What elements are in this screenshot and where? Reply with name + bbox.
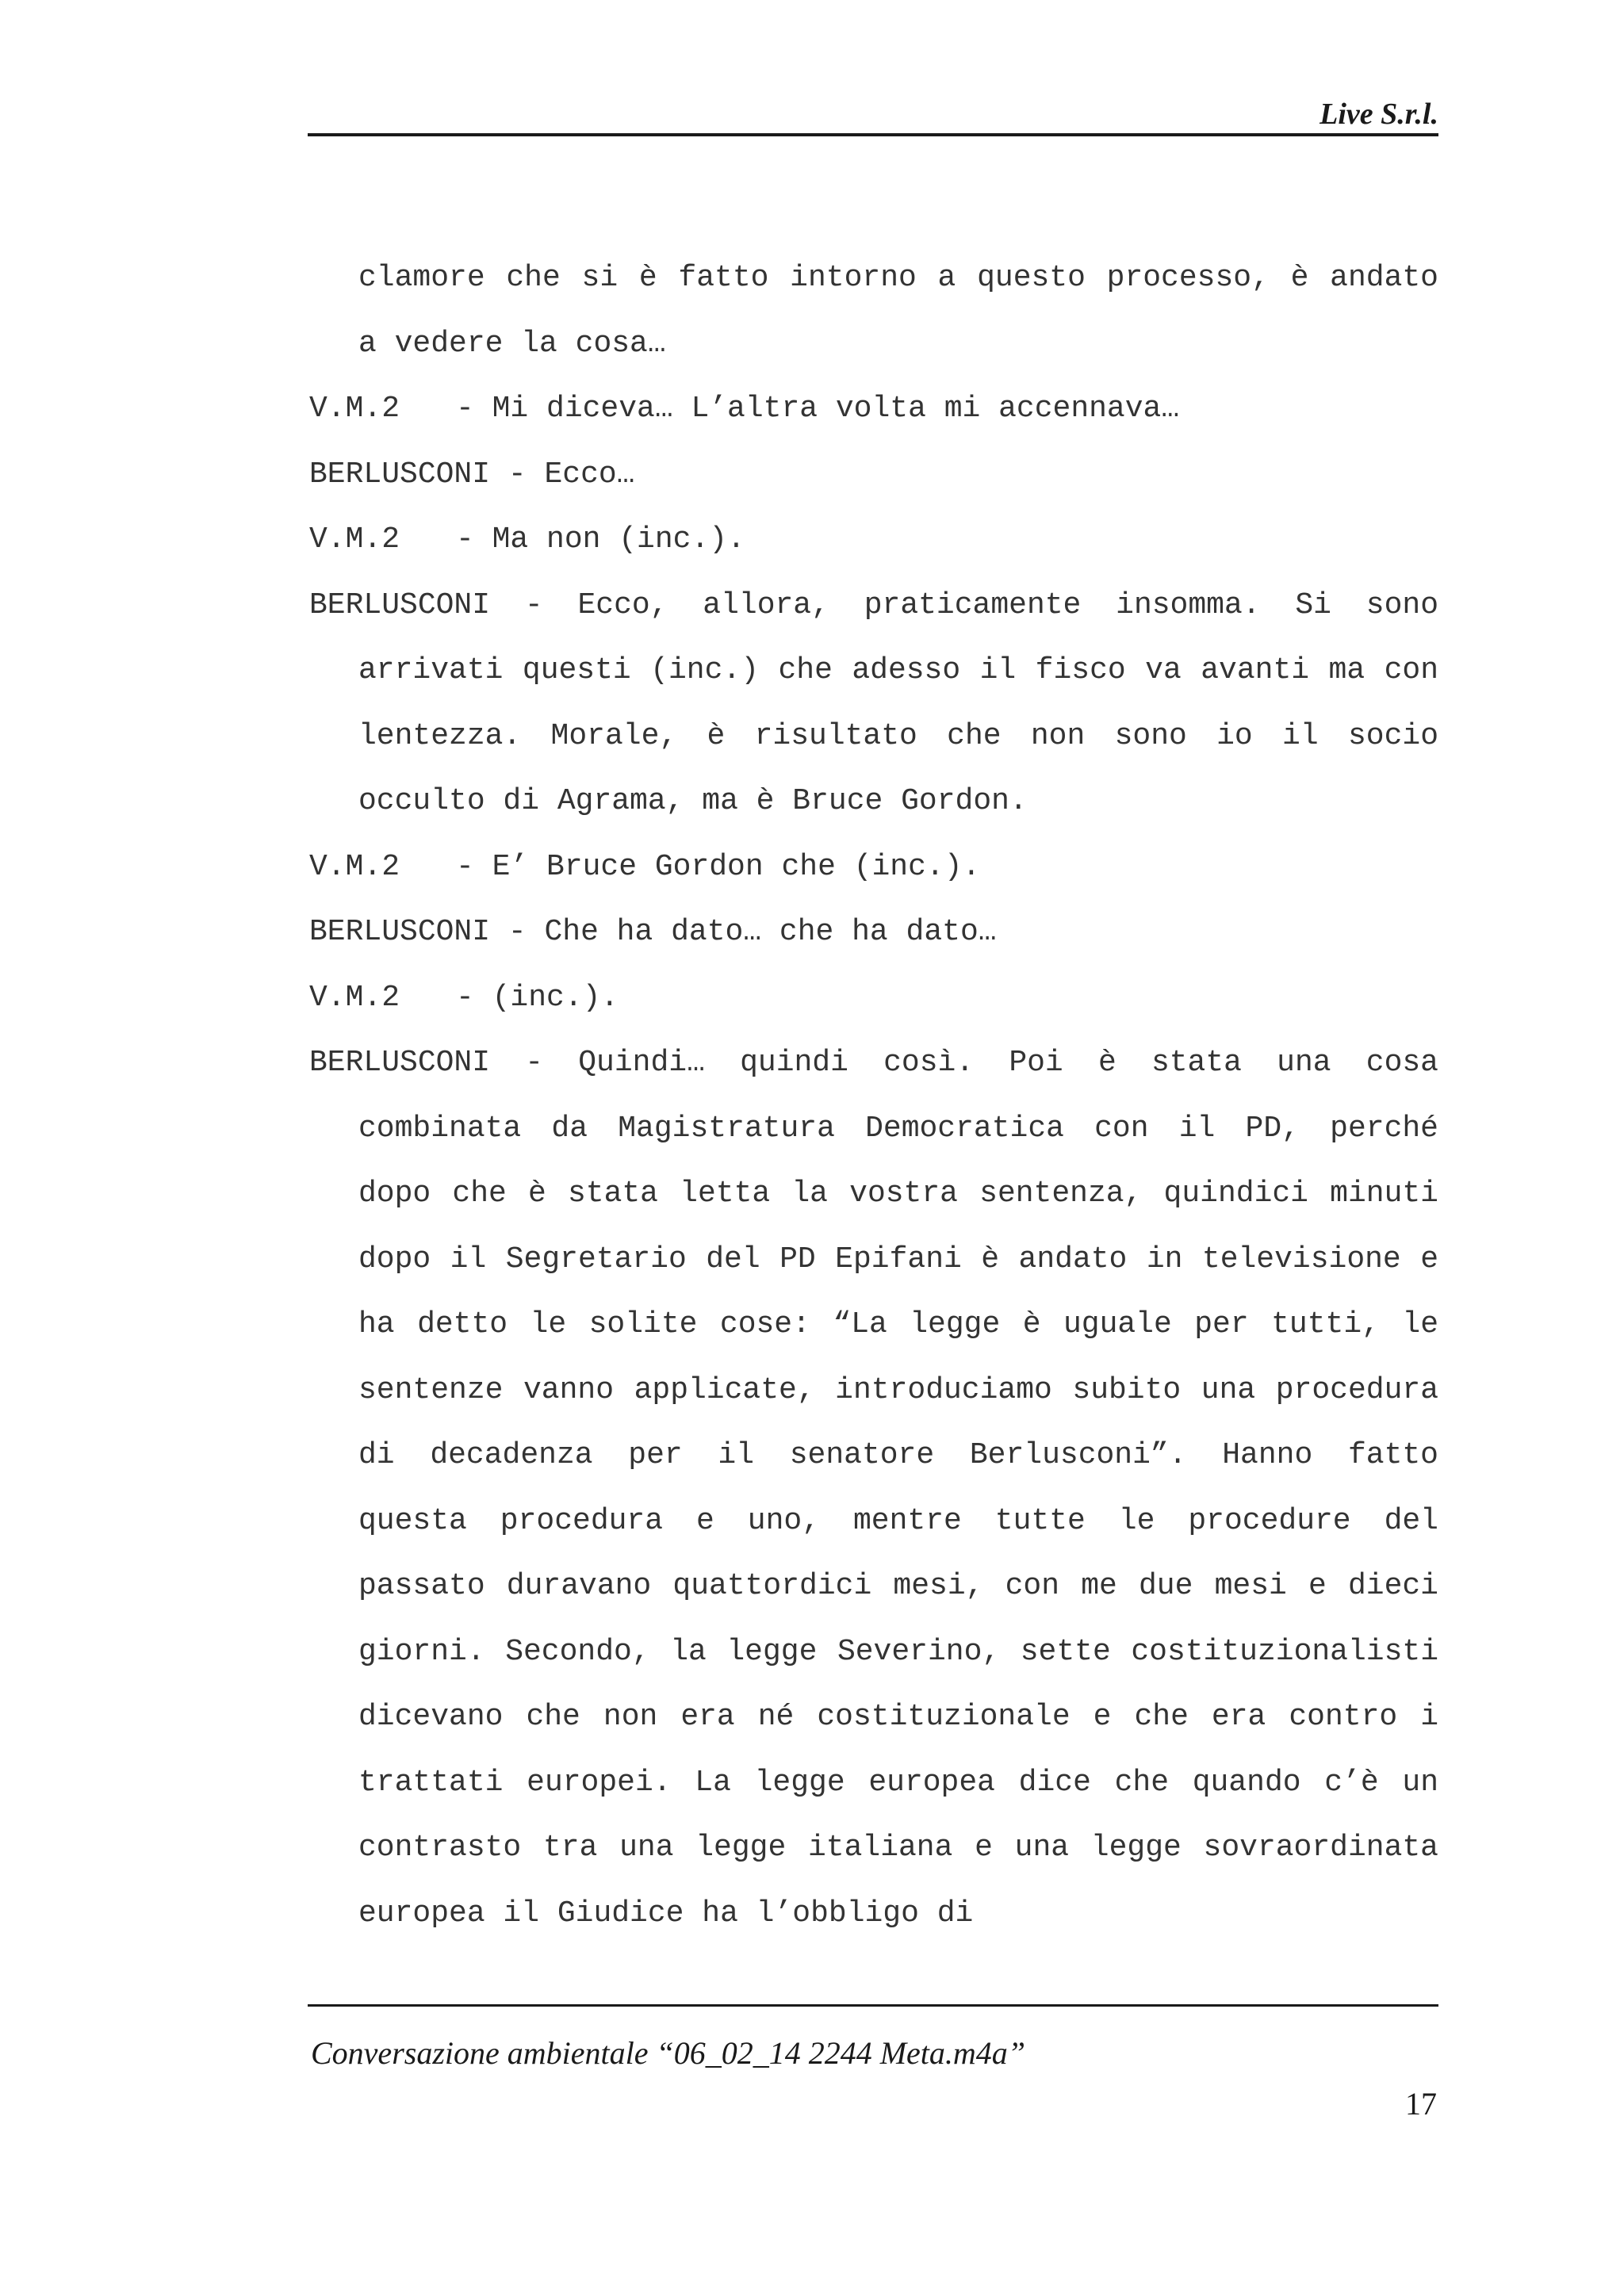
transcript-entry: [309, 1031, 1438, 1946]
entry-text: - Quindi… quindi così. Poi è stata una cosa combinata da Magistratura Democratica con il PD, perché dopo che è stata letta la vostra sentenza, quindici minuti dopo il Segretario del PD Epifani è andato in televisione e ha detto le solite cose: “La legge è uguale per tutti, le sentenze vanno applicate, introduciamo subito una procedura di decadenza per il senatore Berlusconi”. Hanno fatto questa procedura e uno, mentre tutte le procedure del passato duravano quattordici mesi, con me due mesi e dieci giorni. Secondo, la legge Severino, sette costituzionalisti dicevano che non era né costituzionale e che era contro i trattati europei. La legge europea dice che quando c’è un contrasto tra una legge italiana e una legge sovraordinata europea il Giudice ha l’obbligo di: [358, 1046, 1438, 1931]
speaker-label: BERLUSCONI: [309, 587, 491, 622]
entry-text: - Ecco, allora, praticamente insomma. Si sono arrivati questi (inc.) che adesso il fisco va avanti ma con lentezza. Morale, è risultato che non sono io il socio occulto di Agrama, ma è Bruce Gordon.: [358, 587, 1438, 818]
footer-rule: [308, 2004, 1438, 2007]
entry-text: - E’ Bruce Gordon che (inc.).: [456, 849, 981, 884]
speaker-label: V.M.2: [309, 522, 400, 557]
speaker-label: V.M.2: [309, 980, 400, 1015]
speaker-label: V.M.2: [309, 849, 400, 884]
speaker-label: V.M.2: [309, 392, 400, 426]
entry-text: - Mi diceva… L’altra volta mi accennava…: [456, 392, 1180, 426]
transcript-entry: [309, 900, 1438, 966]
transcript-entry: [309, 442, 1438, 508]
page-number: 17: [1405, 2086, 1437, 2122]
header-rule: [308, 133, 1438, 136]
footer-caption: Conversazione ambientale “06_02_14 2244 Meta.m4a”: [311, 2035, 1026, 2071]
transcript-entry: [309, 573, 1438, 835]
transcript-entry: [309, 246, 1438, 377]
entry-text: - Che ha dato… che ha dato…: [508, 915, 997, 949]
entry-text: clamore che si è fatto intorno a questo processo, è andato a vedere la cosa…: [358, 261, 1438, 361]
transcript-entry: [309, 377, 1438, 442]
speaker-label: BERLUSCONI: [309, 1046, 491, 1080]
transcript-body: [309, 246, 1438, 1946]
entry-text: - Ma non (inc.).: [456, 522, 745, 557]
entry-text: - (inc.).: [456, 980, 619, 1015]
speaker-label: BERLUSCONI: [309, 457, 491, 492]
header-company-name: Live S.r.l.: [1320, 98, 1438, 131]
transcript-entry: [309, 507, 1438, 573]
speaker-label: BERLUSCONI: [309, 915, 491, 949]
transcript-entry: [309, 835, 1438, 901]
transcript-entry: [309, 966, 1438, 1031]
entry-text: - Ecco…: [508, 457, 635, 492]
